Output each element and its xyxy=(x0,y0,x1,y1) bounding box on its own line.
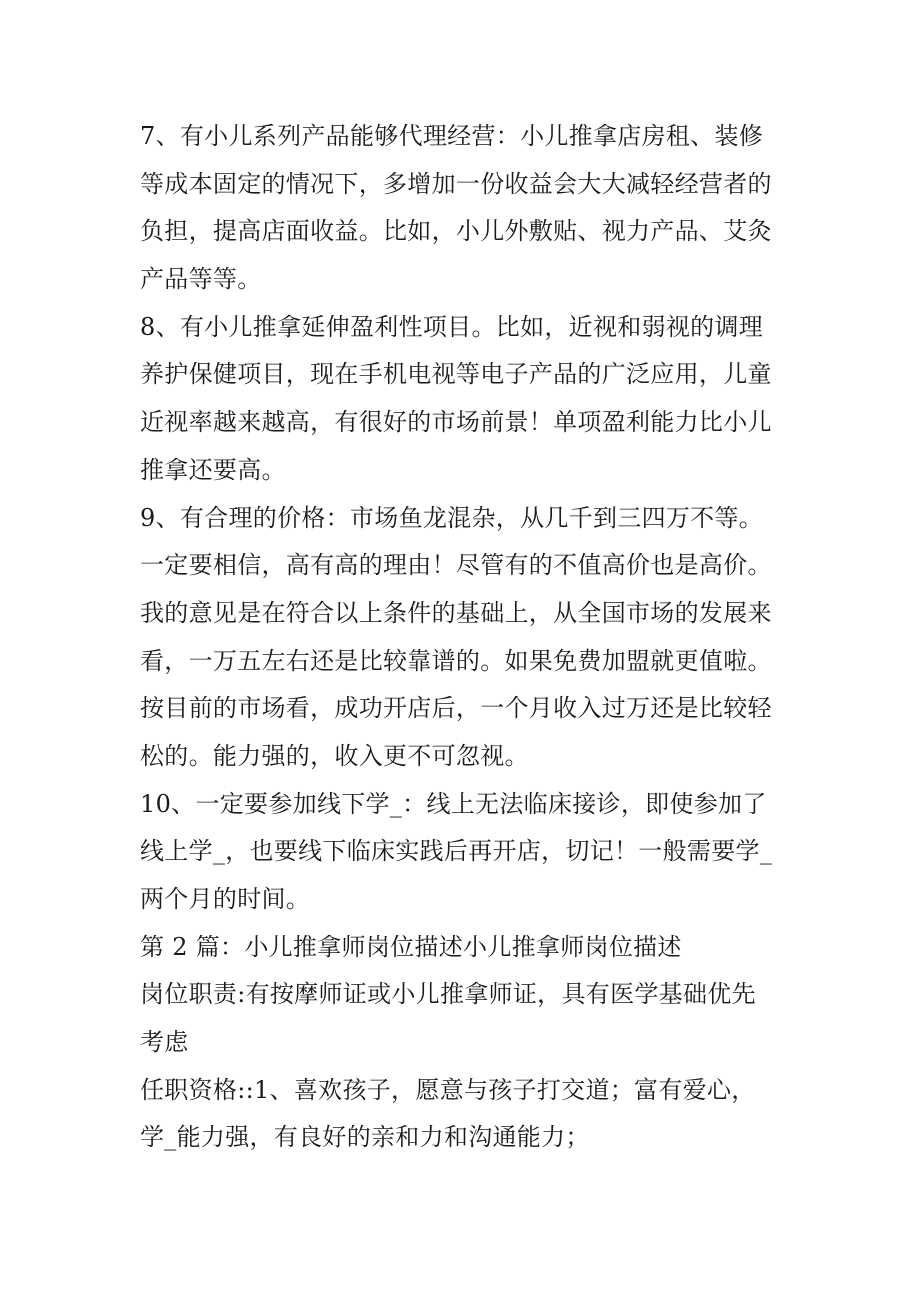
text-line: 负担，提高店面收益。比如，小儿外敷贴、视力产品、艾灸 xyxy=(140,217,772,246)
paragraph-job-qualifications xyxy=(140,1067,790,1162)
text-line: 推拿还要高。 xyxy=(140,455,286,484)
section-title-line: 第 2 篇：小儿推拿师岗位描述小儿推拿师岗位描述 xyxy=(140,932,682,961)
text-line: 学_能力强，有良好的亲和力和沟通能力； xyxy=(140,1123,590,1152)
text-line: 一定要相信，高有高的理由！尽管有的不值高价也是高价。 xyxy=(140,551,772,580)
paragraph-item-7 xyxy=(140,113,790,304)
document-body xyxy=(140,113,790,1162)
text-line: 两个月的时间。 xyxy=(140,885,311,913)
text-line: 9、有合理的价格：市场鱼龙混杂，从几千到三四万不等。 xyxy=(140,503,764,532)
paragraph-item-8 xyxy=(140,304,790,495)
text-line: 看，一万五左右还是比较靠谱的。如果免费加盟就更值啦。 xyxy=(140,646,772,675)
section-title xyxy=(140,924,790,972)
text-line: 按目前的市场看，成功开店后，一个月收入过万还是比较轻 xyxy=(140,694,772,723)
text-line: 任职资格::1、喜欢孩子，愿意与孩子打交道；富有爱心， xyxy=(140,1075,756,1104)
text-line: 10、一定要参加线下学_：线上无法临床接诊，即使参加了 xyxy=(140,789,767,818)
text-line: 考虑 xyxy=(140,1028,189,1057)
text-line: 7、有小儿系列产品能够代理经营：小儿推拿店房租、装修 xyxy=(140,122,764,150)
text-line: 我的意见是在符合以上条件的基础上，从全国市场的发展来 xyxy=(140,598,772,627)
text-line: 松的。能力强的，收入更不可忽视。 xyxy=(140,741,529,770)
text-line: 近视率越来越高，有很好的市场前景！单项盈利能力比小儿 xyxy=(140,408,772,437)
paragraph-item-9 xyxy=(140,495,790,781)
text-line: 岗位职责:有按摩师证或小儿推拿师证，具有医学基础优先 xyxy=(140,980,756,1009)
text-line: 线上学_，也要线下临床实践后再开店，切记！一般需要学_ xyxy=(140,837,773,866)
text-line: 产品等等。 xyxy=(140,265,262,294)
text-line: 养护保健项目，现在手机电视等电子产品的广泛应用，儿童 xyxy=(140,360,772,389)
text-line: 等成本固定的情况下，多增加一份收益会大大减轻经营者的 xyxy=(140,169,772,198)
paragraph-item-10 xyxy=(140,781,790,924)
text-line: 8、有小儿推拿延伸盈利性项目。比如，近视和弱视的调理 xyxy=(140,312,764,341)
paragraph-job-duties xyxy=(140,971,790,1066)
